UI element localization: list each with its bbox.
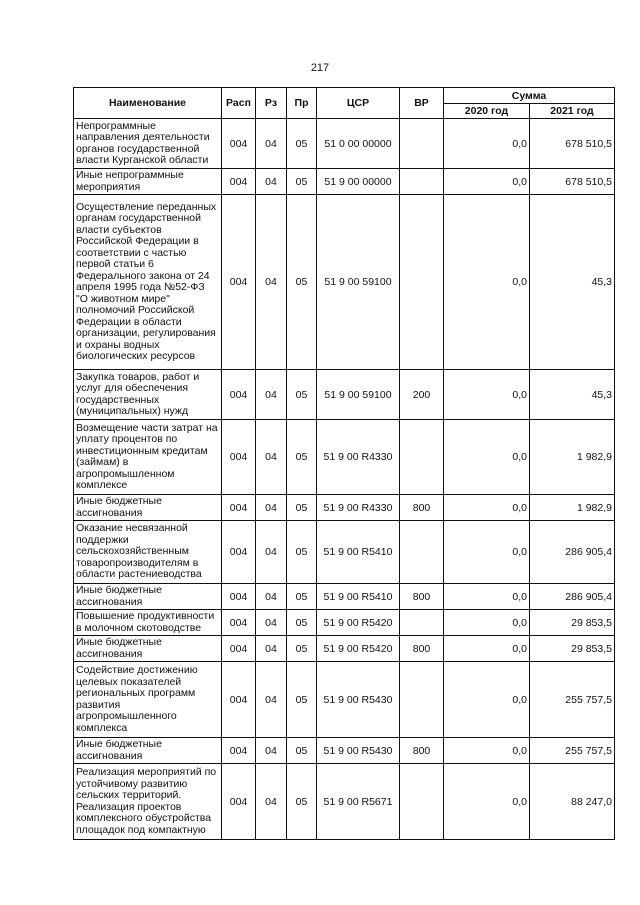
row-sum-2020: 0,0 [444,636,530,662]
row-rz: 04 [256,764,287,840]
row-csr: 51 9 00 00000 [317,169,400,195]
table-row [74,764,615,840]
row-vr [400,521,444,584]
row-pr: 05 [287,636,317,662]
row-rz: 04 [256,521,287,584]
row-pr: 05 [287,420,317,495]
row-vr: 800 [400,636,444,662]
row-csr: 51 9 00 59100 [317,195,400,370]
row-vr [400,662,444,738]
row-csr: 51 9 00 R5671 [317,764,400,840]
row-vr [400,764,444,840]
row-rasp: 004 [222,610,256,636]
row-rasp: 004 [222,636,256,662]
table-row [74,738,615,764]
header-rasp: Расп [222,88,256,119]
table-row [74,584,615,610]
row-csr: 51 9 00 R5410 [317,521,400,584]
row-sum-2020: 0,0 [444,662,530,738]
row-rz: 04 [256,584,287,610]
table-row [74,195,615,370]
header-csr: ЦСР [317,88,400,119]
row-sum-2020: 0,0 [444,119,530,169]
row-sum-2020: 0,0 [444,169,530,195]
row-rz: 04 [256,610,287,636]
row-pr: 05 [287,764,317,840]
row-rz: 04 [256,495,287,521]
row-sum-2020: 0,0 [444,195,530,370]
row-name: Осуществление переданных органам государственной власти субъектов Российской Федерации в соответствии с частью первой статьи 6 Федерального закона от 24 апреля 1995 года №52-ФЗ "О животном мире" полномочий Российской Федерации в области организации, регулирования и охраны водных биологических ресурсов [74,195,222,370]
row-vr [400,420,444,495]
row-csr: 51 9 00 59100 [317,370,400,420]
row-pr: 05 [287,610,317,636]
row-pr: 05 [287,738,317,764]
row-pr: 05 [287,521,317,584]
row-rasp: 004 [222,119,256,169]
row-name: Иные бюджетные ассигнования [74,584,222,610]
row-sum-2021: 678 510,5 [530,119,615,169]
row-sum-2021: 286 905,4 [530,584,615,610]
row-sum-2020: 0,0 [444,370,530,420]
row-csr: 51 9 00 R5420 [317,636,400,662]
row-rasp: 004 [222,521,256,584]
row-sum-2020: 0,0 [444,764,530,840]
row-rasp: 004 [222,420,256,495]
row-rasp: 004 [222,195,256,370]
table-row [74,521,615,584]
row-vr: 800 [400,738,444,764]
row-pr: 05 [287,119,317,169]
row-vr: 800 [400,584,444,610]
row-sum-2020: 0,0 [444,610,530,636]
row-csr: 51 9 00 R5430 [317,662,400,738]
page-number: 217 [310,62,330,74]
row-rz: 04 [256,195,287,370]
row-sum-2021: 1 982,9 [530,420,615,495]
row-rasp: 004 [222,495,256,521]
row-rz: 04 [256,119,287,169]
row-name: Иные непрограммные мероприятия [74,169,222,195]
row-sum-2021: 1 982,9 [530,495,615,521]
row-sum-2021: 286 905,4 [530,521,615,584]
row-rz: 04 [256,662,287,738]
row-csr: 51 9 00 R4330 [317,420,400,495]
row-vr [400,169,444,195]
row-pr: 05 [287,195,317,370]
header-pr: Пр [287,88,317,119]
row-rz: 04 [256,738,287,764]
row-name: Содействие достижению целевых показателей региональных программ развития агропромышленного комплекса [74,662,222,738]
table-row [74,420,615,495]
row-sum-2020: 0,0 [444,495,530,521]
table-row [74,169,615,195]
table-row [74,662,615,738]
row-rasp: 004 [222,764,256,840]
header-sum: Сумма [444,88,615,104]
row-rasp: 004 [222,738,256,764]
row-sum-2021: 45,3 [530,370,615,420]
table-row [74,119,615,169]
header-2020: 2020 год [444,104,530,119]
row-sum-2021: 45,3 [530,195,615,370]
row-name: Оказание несвязанной поддержки сельскохозяйственным товаропроизводителям в области растениеводства [74,521,222,584]
table-row [74,495,615,521]
row-sum-2020: 0,0 [444,738,530,764]
row-sum-2021: 29 853,5 [530,610,615,636]
row-vr: 800 [400,495,444,521]
row-rz: 04 [256,169,287,195]
row-name: Непрограммные направления деятельности органов государственной власти Курганской области [74,119,222,169]
row-sum-2021: 29 853,5 [530,636,615,662]
row-sum-2020: 0,0 [444,420,530,495]
row-csr: 51 0 00 00000 [317,119,400,169]
row-sum-2021: 88 247,0 [530,764,615,840]
row-rasp: 004 [222,169,256,195]
header-name: Наименование [74,88,222,119]
row-rasp: 004 [222,584,256,610]
row-pr: 05 [287,662,317,738]
row-name: Иные бюджетные ассигнования [74,495,222,521]
row-csr: 51 9 00 R5430 [317,738,400,764]
header-row [74,88,615,104]
row-pr: 05 [287,495,317,521]
row-rz: 04 [256,636,287,662]
row-csr: 51 9 00 R5420 [317,610,400,636]
row-vr [400,610,444,636]
row-pr: 05 [287,584,317,610]
row-name: Реализация мероприятий по устойчивому развитию сельских территорий. Реализация проектов комплексного обустройства площадок под компактную [74,764,222,840]
table-row [74,370,615,420]
row-rz: 04 [256,370,287,420]
row-pr: 05 [287,169,317,195]
row-csr: 51 9 00 R4330 [317,495,400,521]
table-body [74,119,615,840]
header-rz: Рз [256,88,287,119]
table-row [74,610,615,636]
row-sum-2020: 0,0 [444,584,530,610]
row-csr: 51 9 00 R5410 [317,584,400,610]
table-row [74,636,615,662]
header-vr: ВР [400,88,444,119]
row-vr [400,195,444,370]
row-name: Закупка товаров, работ и услуг для обеспечения государственных (муниципальных) нужд [74,370,222,420]
row-name: Иные бюджетные ассигнования [74,636,222,662]
header-2021: 2021 год [530,104,615,119]
row-sum-2021: 255 757,5 [530,662,615,738]
row-vr: 200 [400,370,444,420]
row-name: Иные бюджетные ассигнования [74,738,222,764]
row-sum-2021: 255 757,5 [530,738,615,764]
row-name: Повышение продуктивности в молочном скотоводстве [74,610,222,636]
row-name: Возмещение части затрат на уплату процентов по инвестиционным кредитам (займам) в агропромышленном комплексе [74,420,222,495]
row-vr [400,119,444,169]
row-sum-2020: 0,0 [444,521,530,584]
row-rz: 04 [256,420,287,495]
row-sum-2021: 678 510,5 [530,169,615,195]
row-pr: 05 [287,370,317,420]
row-rasp: 004 [222,662,256,738]
budget-table [73,87,615,840]
row-rasp: 004 [222,370,256,420]
